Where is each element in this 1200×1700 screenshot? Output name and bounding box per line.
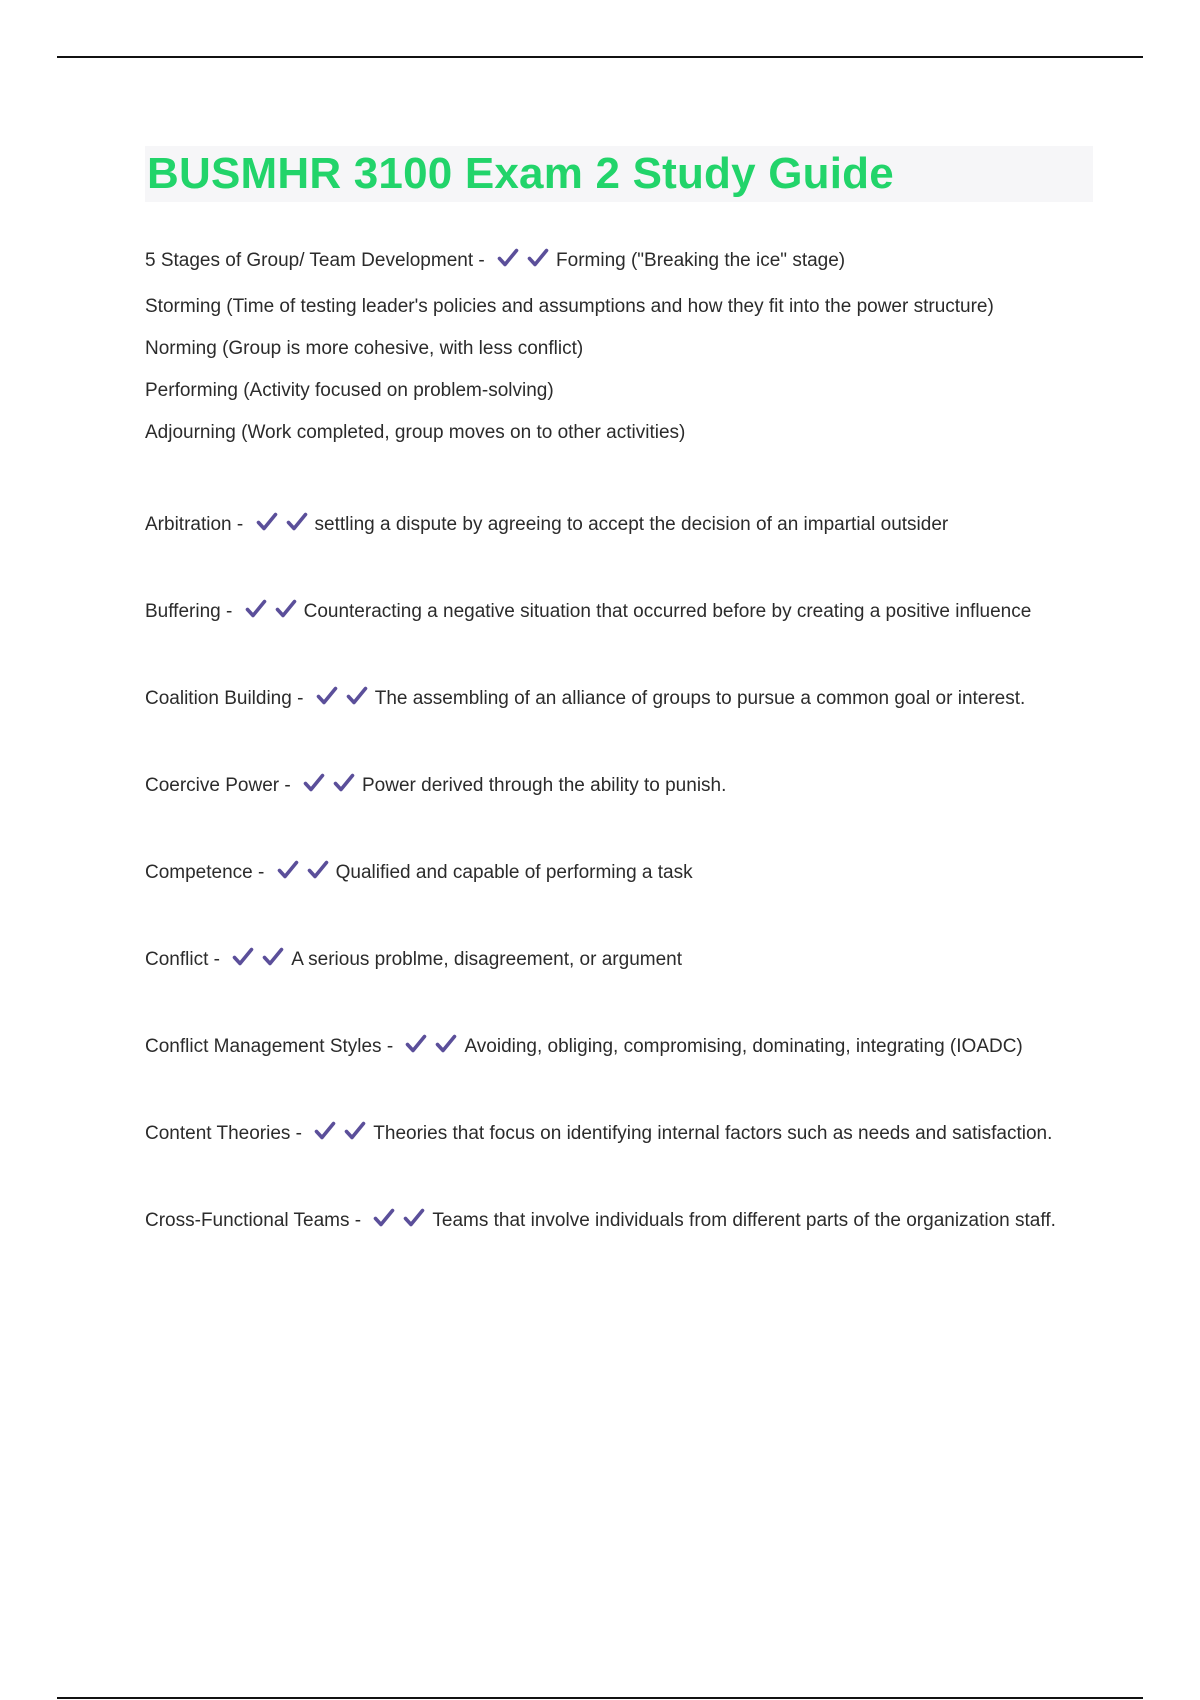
term-separator: - — [252, 862, 270, 883]
stage-line: Adjourning (Work completed, group moves on to other activities) — [145, 422, 686, 443]
entry-term: Cross-Functional Teams — [145, 1210, 350, 1231]
entry-term: Content Theories — [145, 1123, 291, 1144]
definition-entry — [145, 945, 1093, 975]
double-check — [313, 1123, 373, 1144]
checkmark-icon — [231, 945, 255, 969]
stage-line: Performing (Activity focused on problem-solving) — [145, 380, 554, 401]
definition-entry — [145, 597, 1093, 627]
double-check — [244, 601, 304, 622]
definition-line — [145, 858, 1095, 888]
checkmark-icon — [345, 684, 369, 708]
stage-line: Norming (Group is more cohesive, with less conflict) — [145, 338, 584, 359]
entry-definition: Power derived through the ability to punish. — [362, 775, 727, 796]
entry-definition: Counteracting a negative situation that occurred before by creating a positive influence — [303, 601, 1032, 622]
double-check — [276, 862, 336, 883]
checkmark-icon — [274, 597, 298, 621]
checkmark-icon — [306, 858, 330, 882]
term-separator: - — [473, 250, 491, 271]
checkmark-icon — [302, 771, 326, 795]
entry-definition: Teams that involve individuals from different parts of the organization staff. — [432, 1210, 1056, 1231]
definition-entry — [145, 1032, 1093, 1062]
definition-entry — [145, 858, 1093, 888]
checkmark-icon — [313, 1119, 337, 1143]
checkmark-icon — [276, 858, 300, 882]
term-separator: - — [208, 949, 226, 970]
entry-term: Competence — [145, 862, 253, 883]
definition-line — [145, 1119, 1095, 1149]
stage-line: Storming (Time of testing leader's policies and assumptions and how they fit into the power structure) — [145, 296, 994, 317]
definition-entry — [145, 771, 1093, 801]
definition-line — [145, 684, 1095, 714]
checkmark-icon — [496, 246, 520, 270]
definitions-list — [145, 510, 1093, 1236]
definition-line — [145, 510, 1095, 540]
definition-entry — [145, 1119, 1093, 1149]
entry-definition: settling a dispute by agreeing to accept the decision of an impartial outsider — [314, 514, 949, 535]
double-check — [255, 514, 315, 535]
checkmark-icon — [315, 684, 339, 708]
definition-line — [145, 771, 1095, 801]
definition-line — [145, 1206, 1095, 1236]
checkmark-icon — [332, 771, 356, 795]
double-check — [231, 949, 291, 970]
term-separator: - — [231, 514, 249, 535]
bottom-rule — [57, 1697, 1143, 1699]
title-banner — [145, 146, 1093, 202]
document-title: BUSMHR 3100 Exam 2 Study Guide — [147, 149, 894, 198]
term-separator: - — [349, 1210, 367, 1231]
definition-entry — [145, 684, 1093, 714]
definition-line — [145, 945, 1095, 975]
term-separator: - — [279, 775, 296, 796]
checkmark-icon — [255, 510, 279, 534]
entry-definition: Avoiding, obliging, compromising, dominating, integrating (IOADC) — [464, 1036, 1023, 1057]
entry-term: Arbitration — [145, 514, 232, 535]
checkmark-icon — [402, 1206, 426, 1230]
checkmark-icon — [343, 1119, 367, 1143]
entry-definition: A serious problme, disagreement, or argument — [291, 949, 683, 970]
stages-entry — [145, 246, 1093, 448]
checkmark-icon — [526, 246, 550, 270]
definition-line — [145, 597, 1095, 627]
checkmark-icon — [244, 597, 268, 621]
double-check — [302, 775, 362, 796]
entry-term: Coalition Building — [145, 688, 292, 709]
entry-term: Buffering — [145, 601, 221, 622]
entry-definition: Theories that focus on identifying internal factors such as needs and satisfaction. — [373, 1123, 1053, 1144]
definition-line — [145, 1032, 1095, 1062]
stages-first-line — [145, 246, 1093, 276]
double-check — [404, 1036, 464, 1057]
double-check — [372, 1210, 432, 1231]
entry-definition: Forming ("Breaking the ice" stage) — [556, 250, 846, 271]
entry-term: Conflict Management Styles — [145, 1036, 382, 1057]
entry-term: Conflict — [145, 949, 209, 970]
entry-definition: Qualified and capable of performing a task — [335, 862, 693, 883]
checkmark-icon — [285, 510, 309, 534]
definition-entry — [145, 1206, 1093, 1236]
entry-definition: The assembling of an alliance of groups to pursue a common goal or interest. — [374, 688, 1026, 709]
checkmark-icon — [434, 1032, 458, 1056]
term-separator: - — [290, 1123, 308, 1144]
term-separator: - — [291, 688, 309, 709]
study-guide-page — [145, 146, 1093, 1293]
study-guide-body — [145, 246, 1093, 1236]
double-check — [315, 688, 375, 709]
term-separator: - — [220, 601, 238, 622]
definition-entry — [145, 510, 1093, 540]
double-check — [496, 250, 556, 271]
checkmark-icon — [372, 1206, 396, 1230]
checkmark-icon — [261, 945, 285, 969]
checkmark-icon — [404, 1032, 428, 1056]
term-separator: - — [381, 1036, 399, 1057]
top-rule — [57, 56, 1143, 58]
entry-term: 5 Stages of Group/ Team Development — [145, 250, 474, 271]
entry-term: Coercive Power — [145, 775, 280, 796]
